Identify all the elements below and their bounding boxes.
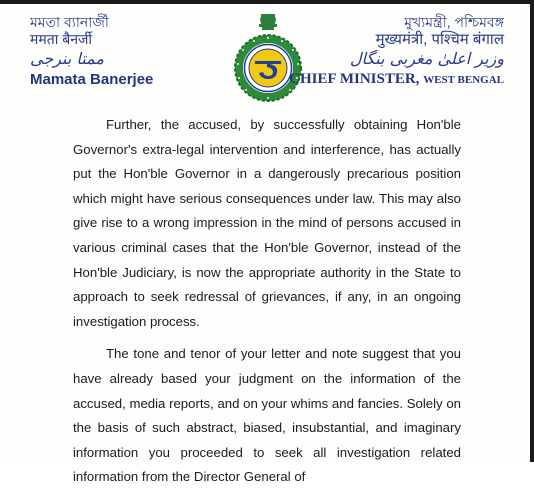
paragraph-2: The tone and tenor of your letter and note suggest that you have already based your judgment on the information of the accused, media reports, and on your whims and fancies. Solely on the basis of such abstract, biased, insubstantial, and imaginary information you proceeded to seek all investigation related information from the Director General of xyxy=(73,346,461,485)
letterhead-right xyxy=(289,14,504,88)
name-urdu: ممتا بنرجی xyxy=(30,49,104,68)
letterhead-left xyxy=(30,14,153,88)
title-hindi: मुख्यमंत्री, पश्चिम बंगाल xyxy=(375,31,504,48)
name-english: Mamata Banerjee xyxy=(30,71,154,88)
name-bengali: মমতা ব্যানার্জী xyxy=(30,14,109,30)
title-english xyxy=(289,71,504,88)
paragraph-1: Further, the accused, by successfully obtaining Hon'ble Governor's extra-legal intervention and interference, has actually put the Hon'ble Governor in a dangerously precarious position which might have serious consequences under law. This may also give rise to a wrong impression in the mind of persons accused in various criminal cases that the Hon'ble Governor, instead of the Hon'ble Judiciary, is now the appropriate authority in the State to approach to seek redressal of grievances, if any, in an ongoing investigation process. xyxy=(73,117,461,329)
scan-edge-top xyxy=(0,0,534,4)
letter-body xyxy=(73,113,461,498)
emblem-center xyxy=(249,49,287,87)
lion-capital-icon xyxy=(259,14,277,30)
title-english-sub: WEST BENGAL xyxy=(423,74,504,86)
scan-edge-right xyxy=(530,0,534,462)
title-english-main: CHIEF MINISTER, xyxy=(289,71,420,87)
name-hindi: ममता बैनर्जी xyxy=(30,31,93,47)
title-bengali: মুখ্যমন্ত্রী, পশ্চিমবঙ্গ xyxy=(404,14,504,30)
title-urdu: وزیر اعلیٰ مغربی بنگال xyxy=(349,49,504,68)
